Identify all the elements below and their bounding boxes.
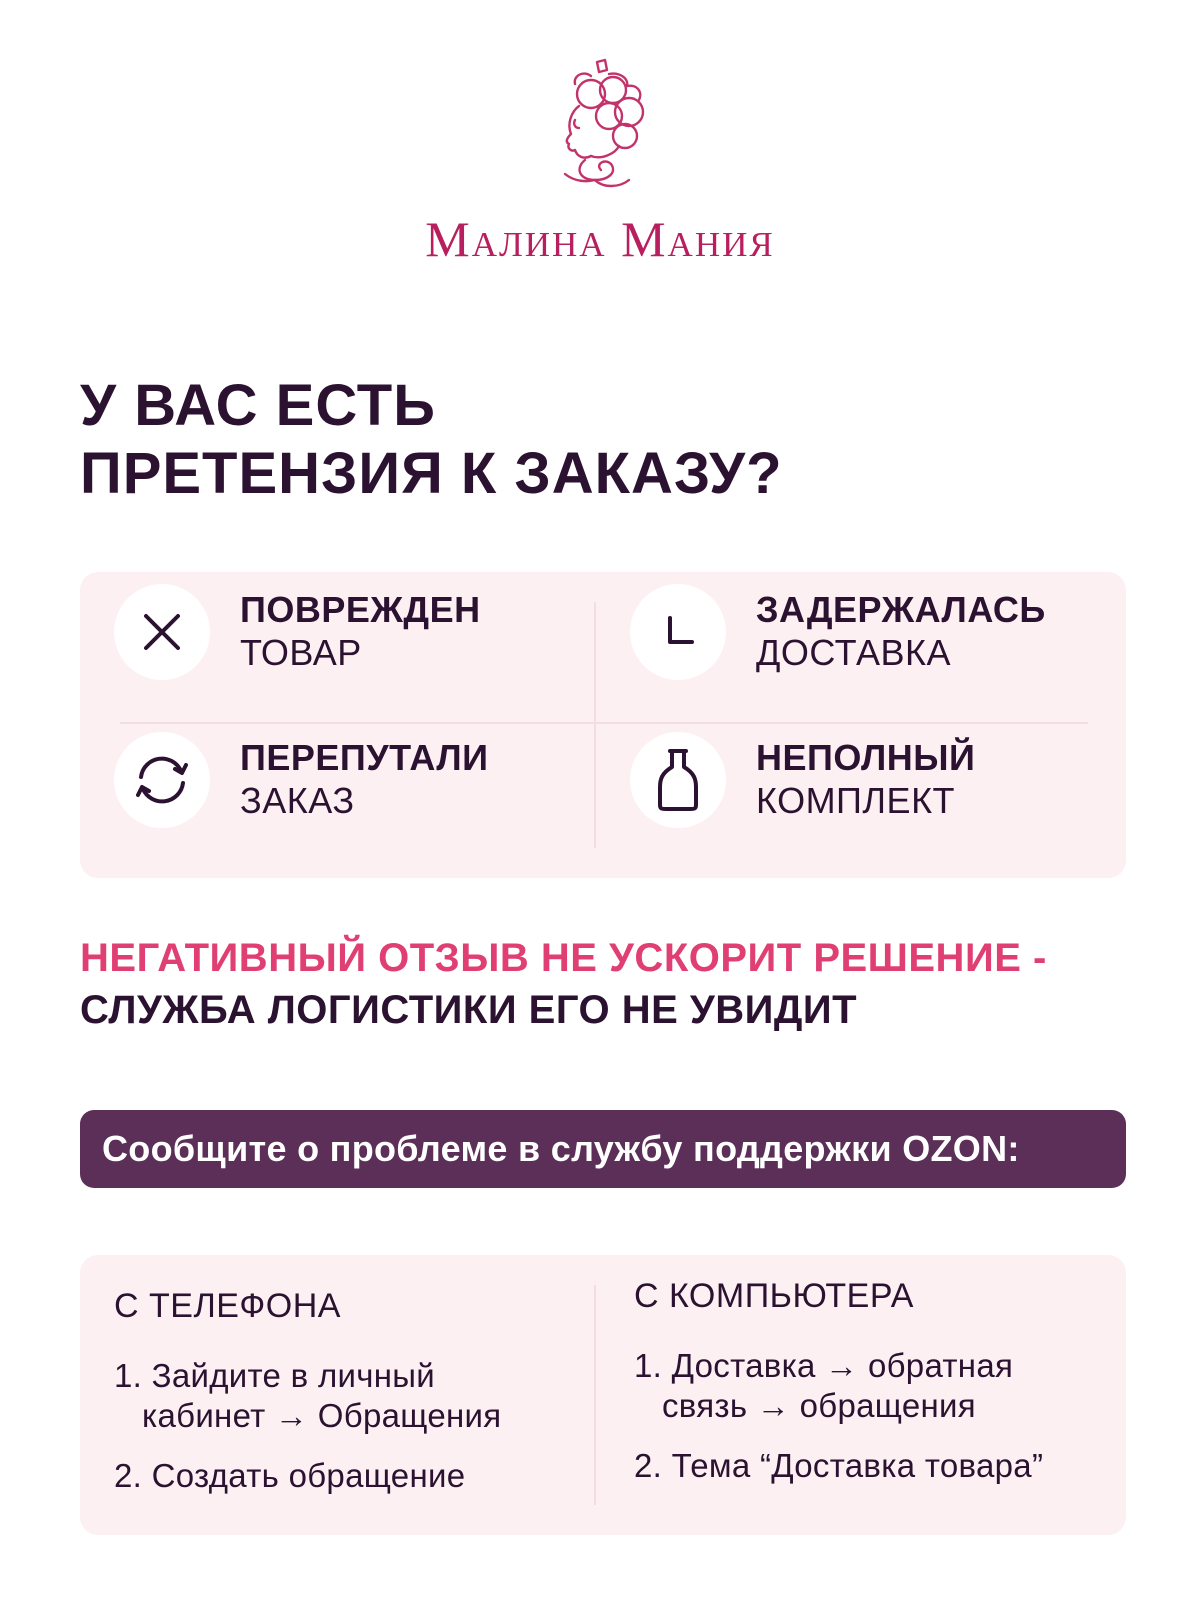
phone-title: С ТЕЛЕФОНА xyxy=(114,1287,341,1325)
phone-step-2: 2. Создать обращение xyxy=(114,1457,466,1494)
divider xyxy=(120,722,1088,724)
computer-title: С КОМПЬЮТЕРА xyxy=(634,1277,914,1315)
issue-incomplete xyxy=(630,732,975,828)
phone-step-1-line-1: 1. Зайдите в личный xyxy=(114,1357,436,1394)
issue-subtitle: КОМПЛЕКТ xyxy=(756,780,956,821)
issue-title: ЗАДЕРЖАЛАСЬ xyxy=(756,589,1046,630)
issue-title: ПОВРЕЖДЕН xyxy=(240,589,481,630)
computer-step-1-line-1: 1. Доставка → обратная xyxy=(634,1347,1014,1384)
issue-subtitle: ЗАКАЗ xyxy=(240,780,355,821)
brand-logo xyxy=(0,56,1200,268)
issue-title: ПЕРЕПУТАЛИ xyxy=(240,737,489,778)
title-line-2: ПРЕТЕНЗИЯ К ЗАКАЗУ? xyxy=(80,441,783,506)
brand-name: Малина Мания xyxy=(425,211,775,267)
support-banner: Сообщите о проблеме в службу поддержки OZON: xyxy=(80,1110,1126,1188)
issues-card xyxy=(80,572,1126,878)
issue-subtitle: ДОСТАВКА xyxy=(756,632,951,673)
computer-step-2: 2. Тема “Доставка товара” xyxy=(634,1447,1044,1484)
bottle-icon xyxy=(630,732,726,828)
refresh-arrows-icon xyxy=(114,732,210,828)
title-line-1: У ВАС ЕСТЬ xyxy=(80,373,436,438)
issue-subtitle: ТОВАР xyxy=(240,632,362,673)
issue-mixed-up xyxy=(114,732,488,828)
phone-instructions xyxy=(114,1287,501,1496)
raspberry-girl-logo-icon xyxy=(545,56,655,196)
warning-line-2: СЛУЖБА ЛОГИСТИКИ ЕГО НЕ УВИДИТ xyxy=(80,988,858,1032)
steps-card xyxy=(80,1255,1126,1535)
divider xyxy=(594,602,596,848)
issue-damaged xyxy=(114,584,481,680)
issue-delayed xyxy=(630,584,1046,680)
computer-instructions xyxy=(634,1277,1043,1486)
computer-step-1-line-2: связь → обращения xyxy=(662,1387,976,1424)
phone-step-1-line-2: кабинет → Обращения xyxy=(142,1397,502,1434)
warning-text xyxy=(80,932,1047,1036)
clock-icon xyxy=(630,584,726,680)
warning-line-1: НЕГАТИВНЫЙ ОТЗЫВ НЕ УСКОРИТ РЕШЕНИЕ - xyxy=(80,936,1047,980)
page-title xyxy=(80,372,783,508)
divider xyxy=(594,1285,596,1505)
close-x-icon xyxy=(114,584,210,680)
issue-title: НЕПОЛНЫЙ xyxy=(756,737,976,778)
